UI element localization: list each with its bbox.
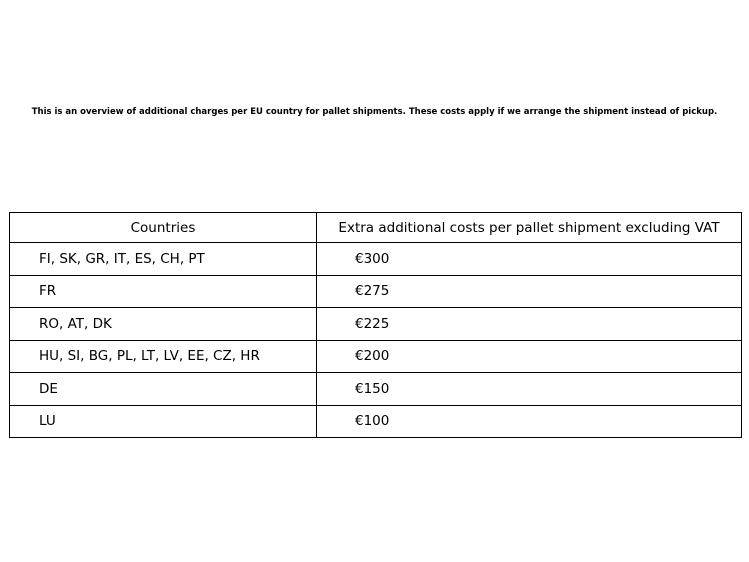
countries-cell: HU, SI, BG, PL, LT, LV, EE, CZ, HR — [10, 340, 317, 373]
cost-cell: €100 — [317, 405, 742, 438]
cost-cell: €150 — [317, 373, 742, 406]
column-header-countries: Countries — [10, 213, 317, 243]
column-header-costs: Extra additional costs per pallet shipment excluding VAT — [317, 213, 742, 243]
countries-cell: LU — [10, 405, 317, 438]
countries-cell: FR — [10, 275, 317, 308]
table-header-row — [10, 213, 742, 243]
cost-cell: €300 — [317, 243, 742, 276]
cost-cell: €275 — [317, 275, 742, 308]
table-row — [10, 340, 742, 373]
countries-cell: RO, AT, DK — [10, 308, 317, 341]
countries-cell: DE — [10, 373, 317, 406]
countries-cell: FI, SK, GR, IT, ES, CH, PT — [10, 243, 317, 276]
cost-cell: €200 — [317, 340, 742, 373]
table-row — [10, 243, 742, 276]
intro-text: This is an overview of additional charges per EU country for pallet shipments. These costs apply if we arrange the shipment instead of pickup. — [31, 107, 718, 117]
cost-cell: €225 — [317, 308, 742, 341]
table-row — [10, 308, 742, 341]
table-row — [10, 405, 742, 438]
table-row — [10, 275, 742, 308]
charges-table — [9, 212, 742, 438]
table-row — [10, 373, 742, 406]
